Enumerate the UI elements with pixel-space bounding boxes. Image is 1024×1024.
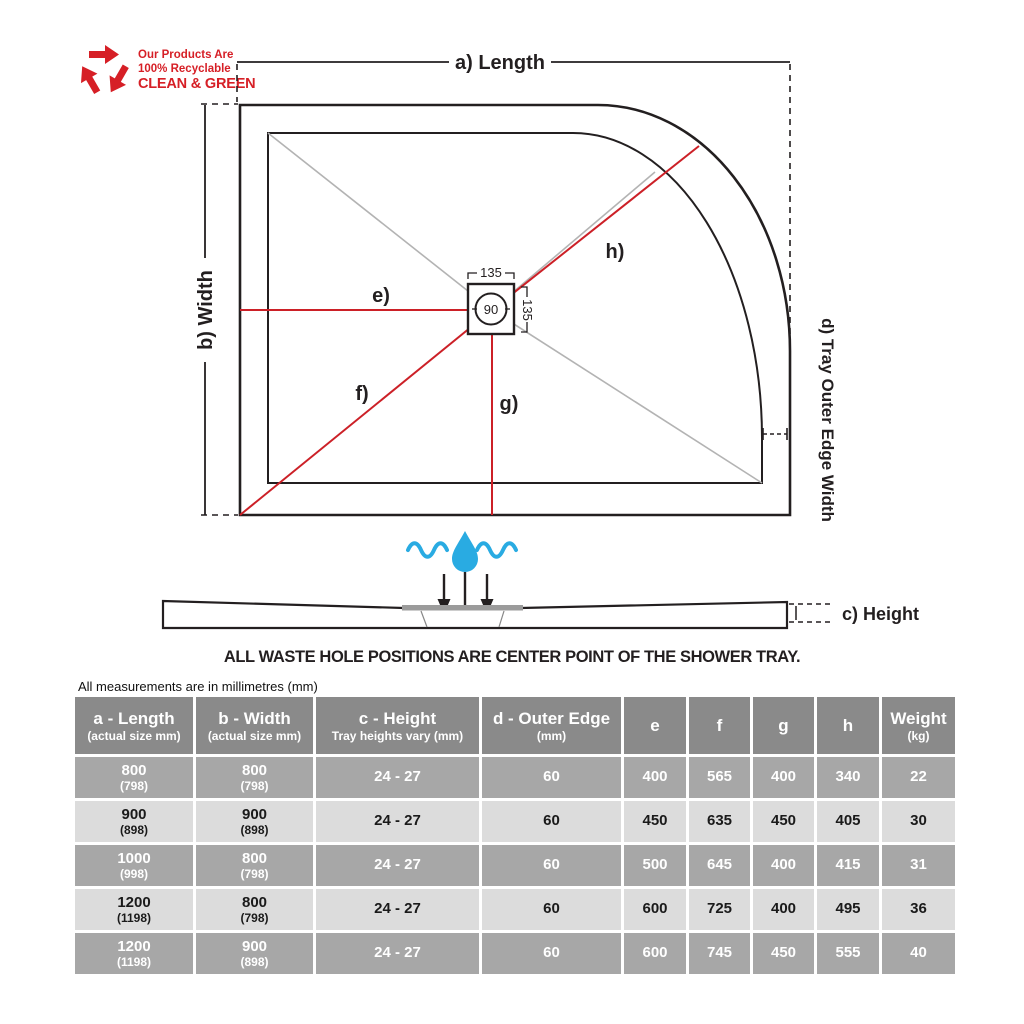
side-profile (163, 601, 787, 628)
header-cell-a-length: a - Length (actual size mm) (75, 697, 193, 754)
header-cell-f: f (689, 697, 750, 754)
waste-diameter-label: 90 (483, 302, 499, 317)
table-cell: 400 (624, 757, 686, 798)
waste-offset-top-label: 135 (480, 265, 502, 280)
table-cell: 24 - 27 (316, 845, 479, 886)
table-cell: 725 (689, 889, 750, 930)
dim-line-f (240, 310, 492, 515)
table-cell: 1200 (1198) (75, 933, 193, 974)
outer-edge-label: d) Tray Outer Edge Width (818, 318, 837, 522)
table-cell: 60 (482, 801, 621, 842)
table-cell: 450 (624, 801, 686, 842)
waste-flange (402, 605, 523, 611)
header-cell-g: g (753, 697, 814, 754)
table-cell: 405 (817, 801, 879, 842)
logo-text-line3: CLEAN & GREEN (138, 75, 256, 92)
table-cell: 400 (753, 889, 814, 930)
table-cell: 1200 (1198) (75, 889, 193, 930)
length-label: a) Length (455, 52, 545, 74)
table-cell: 60 (482, 845, 621, 886)
waste-offset-side-label: 135 (520, 299, 535, 321)
width-label: b) Width (195, 270, 217, 350)
table-cell: 24 - 27 (316, 933, 479, 974)
table-cell: 600 (624, 889, 686, 930)
waste-hole-caption: ALL WASTE HOLE POSITIONS ARE CENTER POINT OF THE SHOWER TRAY. (223, 648, 801, 666)
table-cell: 400 (753, 845, 814, 886)
table-cell: 24 - 27 (316, 757, 479, 798)
label-e: e) (372, 285, 390, 307)
table-cell: 1000 (998) (75, 845, 193, 886)
height-dimension (789, 604, 919, 624)
table-cell: 555 (817, 933, 879, 974)
table-cell: 645 (689, 845, 750, 886)
table-cell: 745 (689, 933, 750, 974)
table-cell: 450 (753, 933, 814, 974)
label-g: g) (499, 393, 519, 415)
table-cell: 495 (817, 889, 879, 930)
table-cell: 900 (898) (196, 933, 313, 974)
table-cell: 340 (817, 757, 879, 798)
water-wave-right (477, 543, 516, 557)
table-cell: 600 (624, 933, 686, 974)
label-h: h) (605, 241, 625, 263)
table-cell: 60 (482, 889, 621, 930)
water-wave-left (408, 543, 447, 557)
table-cell: 400 (753, 757, 814, 798)
header-cell-h: h (817, 697, 879, 754)
dim-line-h (492, 146, 699, 310)
spec-table (75, 697, 955, 974)
header-cell-b-width: b - Width (actual size mm) (196, 697, 313, 754)
table-cell: 900 (898) (196, 801, 313, 842)
header-cell-d-outer-edge: d - Outer Edge (mm) (482, 697, 621, 754)
header-cell-e: e (624, 697, 686, 754)
table-cell: 36 (882, 889, 955, 930)
label-f: f) (355, 383, 369, 405)
header-cell-weight: Weight (kg) (882, 697, 955, 754)
table-cell: 30 (882, 801, 955, 842)
table-cell: 500 (624, 845, 686, 886)
table-cell: 24 - 27 (316, 801, 479, 842)
table-cell: 565 (689, 757, 750, 798)
table-cell: 24 - 27 (316, 889, 479, 930)
table-cell: 800 (798) (75, 757, 193, 798)
table-cell: 800 (798) (196, 845, 313, 886)
table-cell: 900 (898) (75, 801, 193, 842)
logo-text-line2: 100% Recyclable (138, 62, 231, 75)
table-cell: 800 (798) (196, 757, 313, 798)
water-drop-icon (408, 531, 516, 572)
table-cell: 60 (482, 933, 621, 974)
table-cell: 635 (689, 801, 750, 842)
width-dimension (195, 104, 238, 515)
table-cell: 800 (798) (196, 889, 313, 930)
table-cell: 22 (882, 757, 955, 798)
table-cell: 31 (882, 845, 955, 886)
measurements-note: All measurements are in millimetres (mm) (78, 679, 318, 694)
table-cell: 60 (482, 757, 621, 798)
table-cell: 40 (882, 933, 955, 974)
logo-text-line1: Our Products Are (138, 49, 234, 62)
header-cell-c-height: c - Height Tray heights vary (mm) (316, 697, 479, 754)
height-label: c) Height (842, 604, 920, 624)
outer-edge-marker (763, 428, 787, 440)
table-cell: 450 (753, 801, 814, 842)
table-cell: 415 (817, 845, 879, 886)
waste-hole (468, 265, 535, 334)
